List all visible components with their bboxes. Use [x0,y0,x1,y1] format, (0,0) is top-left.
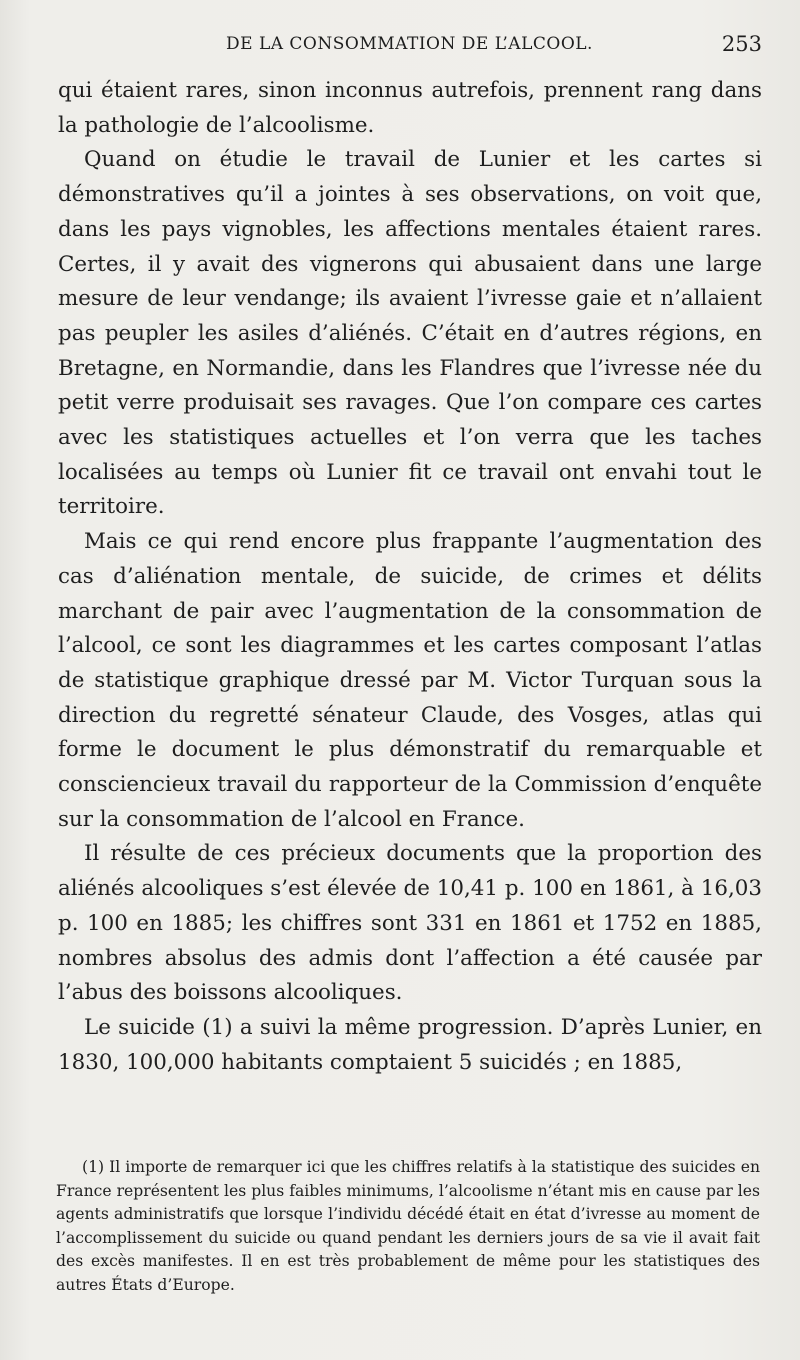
page-header [58,32,762,62]
paragraph-continuation: qui étaient rares, sinon inconnus autrefois, prennent rang dans la pathologie de l’alcoolisme. [58,78,762,138]
footnote-1: (1) Il importe de remarquer ici que les chiffres relatifs à la statistique des suicides en France représentent les plus faibles minimums, l’alcoolisme n’étant mis en cause par les agents administratifs que lorsque l’individu décédé était en état d’ivresse au moment de l’accomplissement du suicide ou quand pendant les derniers jours de sa vie il avait fait des excès manifestes. Il en est très probablement de même pour les statistiques des autres États d’Europe. [56,1158,760,1294]
paragraph-turquan-atlas: Mais ce qui rend encore plus frappante l’augmentation des cas d’aliénation mentale, de suicide, de crimes et délits marchant de pair avec l’augmentation de la consommation de l’alcool, ce sont les diagrammes et les cartes composant l’atlas de statistique graphique dressé par M. Victor Turquan sous la direction du regretté sénateur Claude, des Vosges, atlas qui forme le document le plus démonstratif du remarquable et consciencieux travail du rapporteur de la Commission d’enquête sur la consommation de l’alcool en France. [58,529,762,832]
page-number: 253 [721,32,762,56]
running-title: DE LA CONSOMMATION DE L’ALCOOL. [226,34,593,54]
paragraph-suicide: Le suicide (1) a suivi la même progression. D’après Lunier, en 1830, 100,000 habitants comptaient 5 suicidés ; en 1885, [58,1014,762,1075]
paragraph-lunier-maps: Quand on étudie le travail de Lunier et les cartes si démonstratives qu’il a jointes à ses observations, on voit que, dans les pays vignobles, les affections mentales étaient rares. Certes, il y avait des vignerons qui abusaient dans une large mesure de leur vendange; ils avaient l’ivresse gaie et n’allaient pas peupler les asiles d’aliénés. C’était en d’autres régions, en Bretagne, en Normandie, dans les Flandres que l’ivresse née du petit verre produisait ses ravages. Que l’on compare ces cartes avec les statistiques actuelles et l’on verra que les taches localisées au temps où Lunier fit ce travail ont envahi tout le territoire. [58,147,762,520]
footnotes [56,1156,760,1298]
paragraph-alcoholic-insane-statistics: Il résulte de ces précieux documents que la proportion des aliénés alcooliques s’est élevée de 10,41 p. 100 en 1861, à 16,03 p. 100 en 1885; les chiffres sont 331 en 1861 et 1752 en 1885, nombres absolus des admis dont l’affection a été causée par l’abus des boissons alcooliques. [58,841,762,1006]
body-text [58,74,762,1080]
